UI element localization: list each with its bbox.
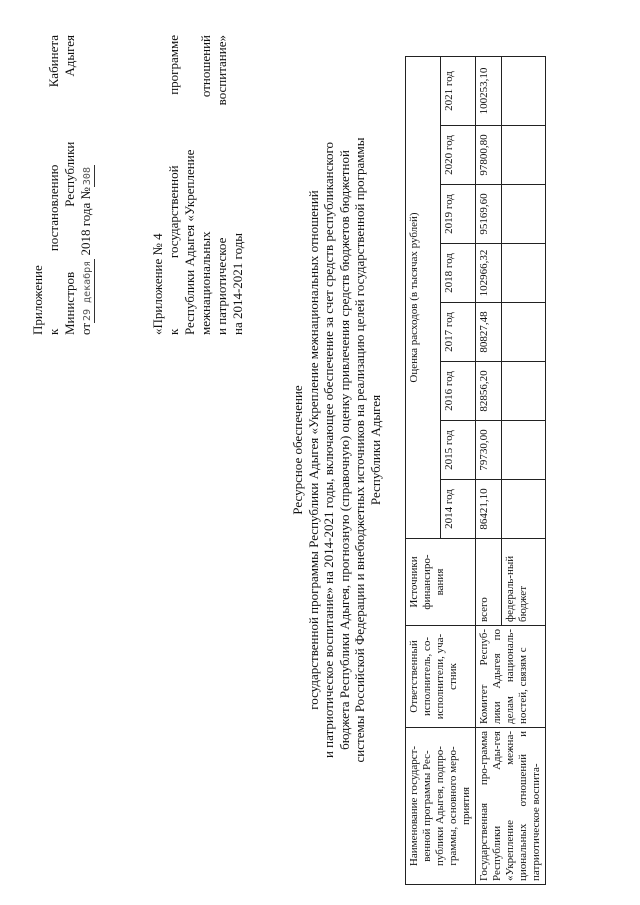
cell-total-2018: 102966,32 — [476, 244, 502, 303]
annex-line-2: к государственной программе — [166, 35, 181, 335]
cell-source-total: всего — [476, 539, 502, 626]
header-year-2016: 2016 год — [441, 362, 476, 421]
header-expense-estimate: Оценка расходов (в тысячах рублей) — [406, 57, 441, 539]
cell-total-2014: 86421,10 — [476, 480, 502, 539]
header-year-2017: 2017 год — [441, 303, 476, 362]
cell-total-2021: 100253,10 — [476, 57, 502, 126]
cell-total-2015: 79730,00 — [476, 421, 502, 480]
cell-total-2017: 80827,48 — [476, 303, 502, 362]
header-year-2014: 2014 год — [441, 480, 476, 539]
annex-line-3: Республики Адыгея «Укрепление — [182, 149, 197, 335]
header-year-2015: 2015 год — [441, 421, 476, 480]
cell-empty — [501, 362, 545, 421]
title-line-4: бюджета Республики Адыгея, прогнозную (справочную) оценку привлечения средств бюджетов бюджетной — [336, 150, 352, 750]
approval-date-day: 29 декабря — [82, 260, 93, 321]
header-year-2019: 2019 год — [441, 185, 476, 244]
header-executor: Ответственный исполнитель, со-исполнители, уча-стник — [406, 626, 476, 728]
cell-total-2016: 82856,20 — [476, 362, 502, 421]
table-row — [476, 57, 502, 885]
document-title — [290, 35, 383, 865]
cell-empty — [501, 126, 545, 185]
title-line-5: системы Российской Федерации и внебюджетных источников на реализацию целей государственной программы — [352, 137, 367, 763]
header-year-2021: 2021 год — [441, 57, 476, 126]
annex-line-6: на 2014-2021 годы — [230, 232, 245, 335]
header-program-name: Наименование государст-венной программы Рес-публики Адыгея, подпро-граммы, основного меро-приятия — [406, 728, 476, 885]
cell-source-federal: федераль-ный бюджет — [501, 539, 545, 626]
header-funding-source: Источники финансиро-вания — [406, 539, 476, 626]
title-line-2: государственной программы Республики Адыгея «Укрепление межнациональных отношений — [305, 190, 321, 710]
annex-line-4: межнациональных отношений — [198, 35, 213, 335]
cell-program-name: Государственная про-грамма Республики Ады-гея «Укрепление межна-циональных отношений и патриотическое воспита- — [476, 728, 546, 885]
approval-date-line: от29 декабря 2018 года №308 — [78, 167, 93, 335]
approval-stamp-block — [30, 35, 95, 335]
annex-heading-block — [150, 35, 246, 335]
approval-line-3: Министров Республики Адыгея — [62, 35, 77, 335]
annex-line-1: «Приложение № 4 — [150, 233, 165, 335]
cell-executor: Комитет Респуб-лики Адыгея по делам националь-ностей, связям с — [476, 626, 546, 728]
cell-total-2020: 97800,80 — [476, 126, 502, 185]
header-year-2020: 2020 год — [441, 126, 476, 185]
cell-empty — [501, 480, 545, 539]
cell-empty — [501, 57, 545, 126]
table-header-row — [406, 57, 441, 885]
cell-empty — [501, 185, 545, 244]
resource-table — [405, 56, 546, 885]
title-line-3: и патриотическое воспитание» на 2014-2021 годы, включающее обеспечение за счет средств республиканского — [321, 141, 336, 759]
annex-line-5: и патриотическое воспитание» — [214, 35, 229, 335]
title-line-6: Республики Адыгея — [367, 394, 383, 506]
cell-empty — [501, 244, 545, 303]
title-line-1: Ресурсное обеспечение — [290, 385, 305, 515]
header-year-2018: 2018 год — [441, 244, 476, 303]
approval-line-1: Приложение — [30, 265, 45, 335]
approval-number: 308 — [82, 167, 93, 186]
cell-total-2019: 95169,60 — [476, 185, 502, 244]
approval-line-2: к постановлению Кабинета — [46, 35, 61, 335]
cell-empty — [501, 303, 545, 362]
cell-empty — [501, 421, 545, 480]
